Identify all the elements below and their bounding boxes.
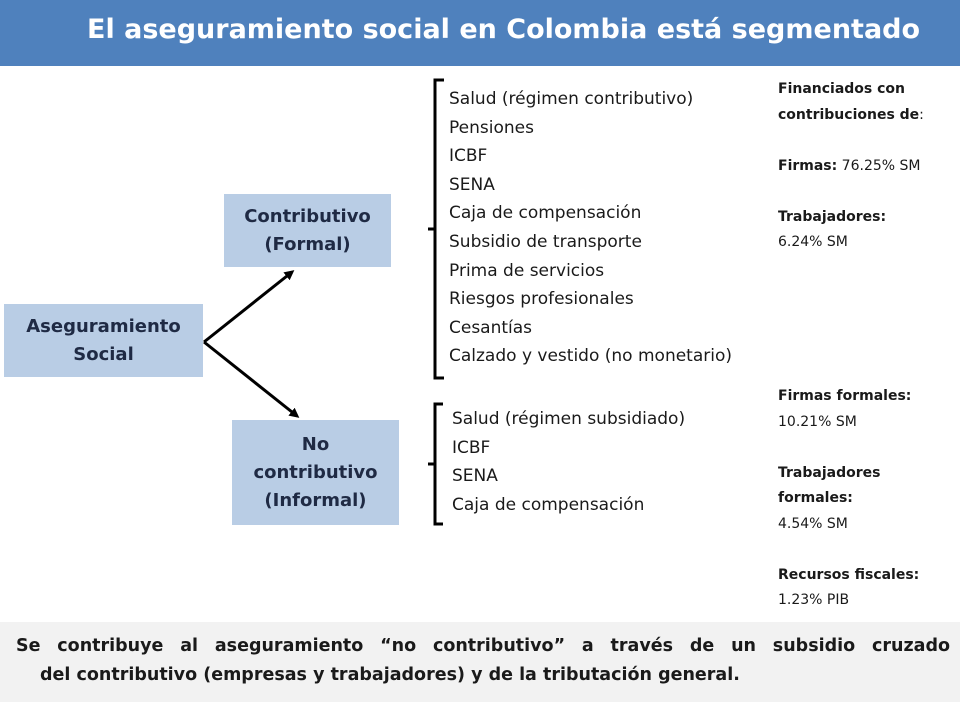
- firmas-formales-label: Firmas formales:: [778, 388, 912, 404]
- firmas-value: 76.25% SM: [837, 157, 921, 174]
- no-contributivo-items-list: [452, 405, 685, 519]
- trabajadores-formales-label-1: Trabajadores: [778, 464, 881, 481]
- list-item: Caja de compensación: [452, 494, 645, 515]
- firmas-label: Firmas:: [778, 157, 838, 174]
- list-item: Salud (régimen contributivo): [449, 89, 694, 109]
- box-line: Contributivo: [244, 205, 371, 227]
- financing-heading-line1: Financiados con: [778, 81, 906, 97]
- financing-heading-line2: [778, 103, 924, 129]
- list-item: Salud (régimen subsidiado): [452, 409, 686, 429]
- financing-contributivo: [778, 77, 924, 256]
- trabajadores-value: 6.24% SM: [778, 234, 848, 250]
- list-item: SENA: [452, 466, 498, 487]
- contributivo-items-list: [449, 85, 732, 371]
- list-item: SENA: [449, 174, 495, 195]
- box-line: contributivo: [253, 461, 378, 483]
- trabajadores-label: Trabajadores:: [778, 208, 887, 225]
- financing-no-contributivo: [778, 384, 919, 614]
- list-item: Cesantías: [449, 317, 533, 338]
- recursos-fiscales-label: Recursos fiscales:: [778, 566, 920, 583]
- box-line: (Formal): [264, 233, 351, 255]
- box-line: Social: [73, 343, 134, 365]
- aseguramiento-social-box: [4, 304, 203, 377]
- list-item: Caja de compensación: [449, 203, 642, 224]
- list-item: Prima de servicios: [449, 260, 605, 281]
- arrow-to-contributivo: [204, 272, 292, 342]
- brace-contributivo: [428, 80, 444, 378]
- list-item: ICBF: [449, 146, 488, 167]
- footer-line-2: del contributivo (empresas y trabajadores) y de la tributación general.: [40, 665, 740, 685]
- firmas-formales-value: 10.21% SM: [778, 413, 857, 430]
- contributivo-box: [224, 194, 391, 267]
- box-line: (Informal): [264, 489, 367, 511]
- page-title: El aseguramiento social en Colombia está segmentado: [87, 14, 921, 45]
- list-item: Calzado y vestido (no monetario): [449, 346, 733, 367]
- trabajadores-formales-value: 4.54% SM: [778, 515, 848, 532]
- box-line: Aseguramiento: [26, 315, 181, 337]
- financing-heading-bold: contribuciones de: [778, 106, 920, 123]
- recursos-fiscales-value: 1.23% PIB: [778, 592, 850, 608]
- list-item: Subsidio de transporte: [449, 231, 642, 252]
- footer-line-1: Se contribuye al aseguramiento “no contributivo” a través de un subsidio cruzado: [16, 636, 950, 656]
- arrow-to-no-contributivo: [204, 342, 297, 416]
- footer-note: [16, 632, 950, 690]
- brace-no-contributivo: [428, 404, 443, 524]
- financing-heading-tail: :: [919, 106, 924, 123]
- no-contributivo-box: [232, 420, 399, 525]
- box-line: No: [301, 433, 330, 455]
- trabajadores-formales-label-2: formales:: [778, 490, 853, 506]
- list-item: Pensiones: [449, 117, 534, 138]
- list-item: Riesgos profesionales: [449, 289, 634, 310]
- firmas-line: [778, 154, 924, 180]
- list-item: ICBF: [452, 437, 491, 458]
